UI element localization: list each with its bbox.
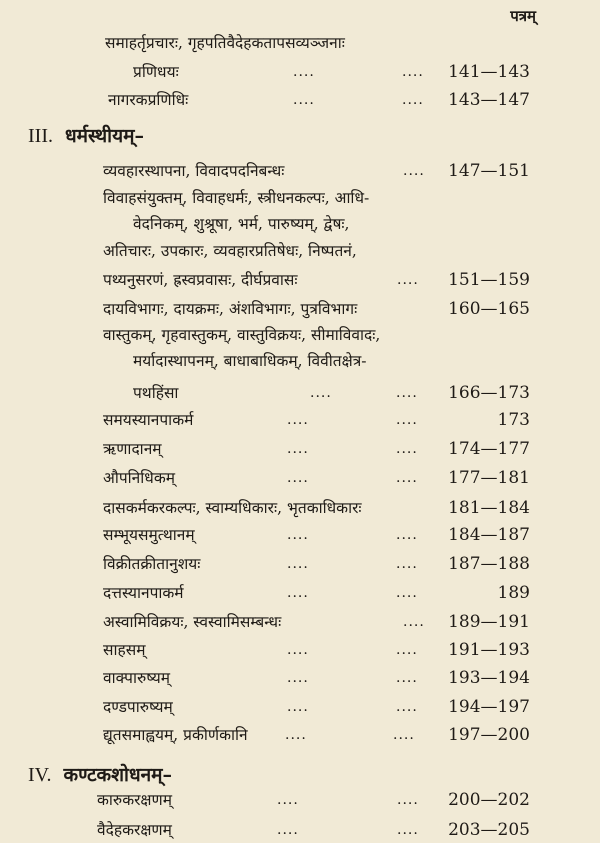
page-range: 193—194 — [448, 668, 530, 688]
toc-entry — [0, 817, 600, 843]
toc-entry — [0, 380, 600, 406]
leader-dots: .... — [293, 92, 315, 108]
leader-dots: .... — [396, 585, 418, 601]
leader-dots: .... — [287, 699, 309, 715]
toc-entry — [0, 465, 600, 491]
entry-title: दत्तस्यानपाकर्म — [103, 584, 184, 602]
entry-title: कारुकरक्षणम् — [97, 791, 173, 809]
toc-entry — [0, 87, 600, 113]
page-range: 191—193 — [448, 640, 530, 660]
toc-entry — [0, 267, 600, 293]
toc-entry — [0, 665, 600, 691]
entry-title: वाक्पारुष्यम् — [103, 669, 171, 687]
entry-title: अस्वामिविक्रयः, स्वस्वामिसम्बन्धः — [103, 613, 282, 631]
section-heading — [28, 760, 172, 790]
page-range: 181—184 — [448, 498, 530, 518]
leader-dots: .... — [277, 822, 299, 838]
entry-title: सम्भूयसमुत्थानम् — [103, 526, 195, 544]
toc-entry — [0, 238, 600, 264]
leader-dots: .... — [277, 792, 299, 808]
leader-dots: .... — [397, 822, 419, 838]
leader-dots: .... — [396, 642, 418, 658]
entry-title: विक्रीतक्रीतानुशयः — [103, 555, 201, 573]
page-range: 200—202 — [448, 790, 530, 810]
toc-entry — [0, 551, 600, 577]
section-heading — [28, 121, 144, 151]
entry-title: दासकर्मकरकल्पः, स्वाम्यधिकारः, भृतकाधिकारः — [103, 499, 362, 517]
toc-entry — [0, 787, 600, 813]
page-range: 189—191 — [448, 612, 530, 632]
toc-entry — [0, 522, 600, 548]
entry-title: प्रणिधयः — [133, 63, 179, 81]
toc-entry — [0, 694, 600, 720]
page-range: 151—159 — [448, 270, 530, 290]
leader-dots: .... — [310, 385, 332, 401]
leader-dots: .... — [396, 385, 418, 401]
page-range: 174—177 — [448, 439, 530, 459]
page-range: 143—147 — [448, 90, 530, 110]
page-range: 177—181 — [448, 468, 530, 488]
leader-dots: .... — [396, 699, 418, 715]
toc-entry — [0, 30, 600, 56]
section-number: III. — [28, 125, 53, 147]
leader-dots: .... — [287, 527, 309, 543]
entry-title: वैदेहकरक्षणम् — [97, 821, 172, 839]
entry-title: औपनिधिकम् — [103, 469, 175, 487]
leader-dots: .... — [402, 92, 424, 108]
toc-entry — [0, 722, 600, 748]
entry-title: द्यूतसमाह्वयम्, प्रकीर्णकानि — [103, 726, 248, 744]
leader-dots: .... — [403, 163, 425, 179]
entry-title: वास्तुकम्, गृहवास्तुकम्, वास्तुविक्रयः, सीमाविवादः, — [103, 326, 381, 344]
toc-entry — [0, 158, 600, 184]
leader-dots: .... — [396, 441, 418, 457]
section-number: IV. — [28, 764, 52, 786]
leader-dots: .... — [287, 412, 309, 428]
toc-entry — [0, 495, 600, 521]
entry-title: साहसम् — [103, 641, 146, 659]
leader-dots: .... — [396, 527, 418, 543]
leader-dots: .... — [287, 642, 309, 658]
toc-entry — [0, 580, 600, 606]
page-range: 187—188 — [448, 554, 530, 574]
entry-title: विवाहसंयुक्तम्, विवाहधर्मः, स्त्रीधनकल्पः, आधि- — [103, 189, 370, 207]
leader-dots: .... — [403, 614, 425, 630]
toc-entry — [0, 296, 600, 322]
entry-title: दण्डपारुष्यम् — [103, 698, 173, 716]
page-range: 189 — [497, 583, 530, 603]
page-header: पत्रम् — [510, 7, 536, 25]
leader-dots: .... — [287, 585, 309, 601]
page-range: 147—151 — [448, 161, 530, 181]
page-range: 194—197 — [448, 697, 530, 717]
leader-dots: .... — [396, 670, 418, 686]
entry-title: दायविभागः, दायक्रमः, अंशविभागः, पुत्रविभागः — [103, 300, 358, 318]
leader-dots: .... — [287, 556, 309, 572]
toc-entry — [0, 637, 600, 663]
entry-title: वेदनिकम्, शुश्रूषा, भर्म, पारुष्यम्, द्वेषः, — [133, 215, 350, 233]
toc-entry — [0, 322, 600, 348]
entry-title: नागरकप्रणिधिः — [108, 91, 189, 109]
leader-dots: .... — [396, 470, 418, 486]
entry-title: समयस्यानपाकर्म — [103, 411, 194, 429]
entry-title: व्यवहारस्थापना, विवादपदनिबन्धः — [103, 162, 285, 180]
leader-dots: .... — [397, 272, 419, 288]
section-title: कण्टकशोधनम्– — [63, 764, 173, 786]
entry-title: ऋणादानम् — [103, 440, 162, 458]
page-range: 141—143 — [448, 62, 530, 82]
leader-dots: .... — [396, 556, 418, 572]
leader-dots: .... — [396, 412, 418, 428]
toc-entry — [0, 59, 600, 85]
page-range: 184—187 — [448, 525, 530, 545]
leader-dots: .... — [397, 792, 419, 808]
leader-dots: .... — [402, 64, 424, 80]
leader-dots: .... — [393, 727, 415, 743]
entry-title: मर्यादास्थापनम्, बाधाबाधिकम्, विवीतक्षेत्र- — [133, 352, 367, 370]
page-range: 203—205 — [448, 820, 530, 840]
page-range: 173 — [497, 410, 530, 430]
leader-dots: .... — [287, 470, 309, 486]
toc-entry — [0, 211, 600, 237]
toc-entry — [0, 436, 600, 462]
entry-title: अतिचारः, उपकारः, व्यवहारप्रतिषेधः, निष्पतनं, — [103, 242, 357, 260]
section-title: धर्मस्थीयम्– — [64, 125, 144, 147]
entry-title: पथहिंसा — [133, 384, 179, 402]
toc-entry — [0, 185, 600, 211]
entry-title: समाहर्तृप्रचारः, गृहपतिवैदेहकतापसव्यञ्जनाः — [105, 34, 345, 52]
entry-title: पथ्यनुसरणं, ह्रस्वप्रवासः, दीर्घप्रवासः — [103, 271, 298, 289]
toc-entry — [0, 609, 600, 635]
toc-entry — [0, 407, 600, 433]
page-range: 197—200 — [448, 725, 530, 745]
page-range: 166—173 — [448, 383, 530, 403]
leader-dots: .... — [293, 64, 315, 80]
page-range: 160—165 — [448, 299, 530, 319]
leader-dots: .... — [287, 441, 309, 457]
toc-entry — [0, 348, 600, 374]
leader-dots: .... — [285, 727, 307, 743]
leader-dots: .... — [287, 670, 309, 686]
